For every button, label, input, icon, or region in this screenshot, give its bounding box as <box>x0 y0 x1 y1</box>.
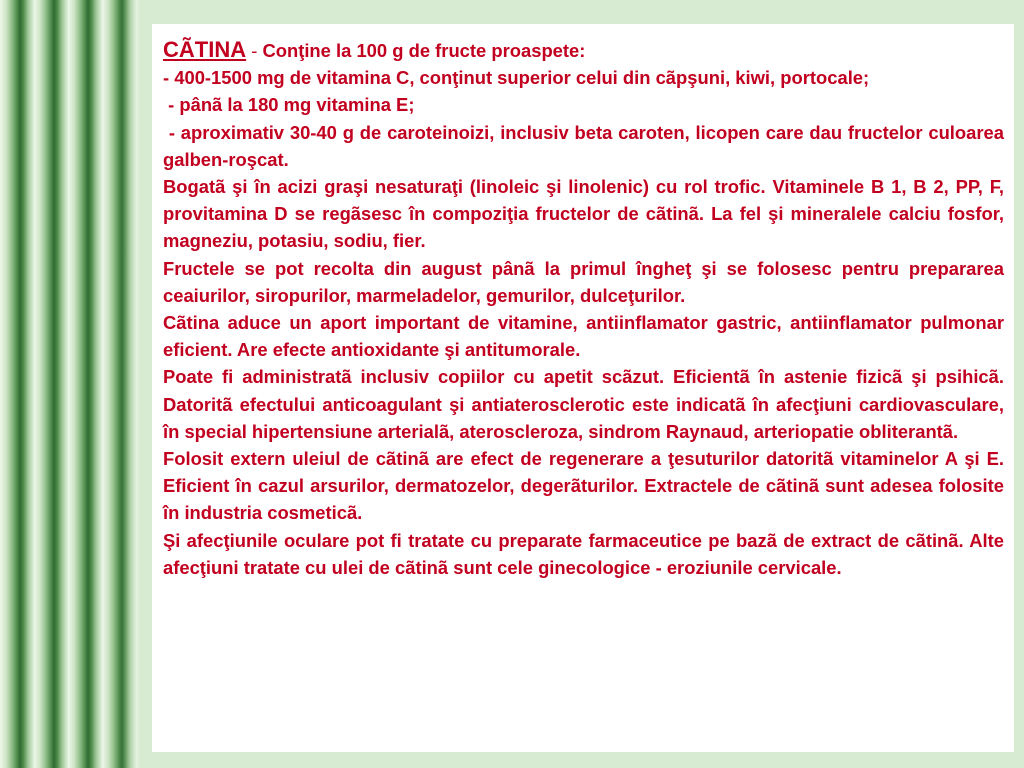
slide-text-panel <box>152 24 1014 752</box>
intro-text: Conţine la 100 g de fructe proaspete: <box>262 40 586 61</box>
paragraph: Folosit extern uleiul de cãtinã are efect de regenerare a ţesuturilor datoritã vitaminelor A şi E. Eficient în cazul arsurilor, dermatozelor, degerãturilor. Extractele de cãtinã sunt adesea folosite în industria cosmeticã. <box>163 448 1004 524</box>
paragraph: Poate fi administratã inclusiv copiilor cu apetit scãzut. Eficientã în astenie fizicã şi psihicã. Datoritã efectului anticoagulant şi antiaterosclerotic este indicatã în afecţiuni cardiovasculare, în special hipertensiune arterialã, ateroscleroza, sindrom Raynaud, arteriopatie obliterantã. <box>163 366 1004 442</box>
paragraph: Fructele se pot recolta din august pânã la primul îngheţ şi se folosesc pentru prepararea ceaiurilor, siropurilor, marmeladelor, gemurilor, dulceţurilor. <box>163 257 1004 306</box>
paragraph: Şi afecţiunile oculare pot fi tratate cu preparate farmaceutice pe bazã de extract de cãtinã. Alte afecţiuni tratate cu ulei de cãtinã sunt cele ginecologice - eroziunile cervicale. <box>163 529 1004 578</box>
paragraph: - 400-1500 mg de vitamina C, conţinut superior celui din cãpşuni, kiwi, portocale; <box>163 67 870 89</box>
title-separator: - <box>246 40 263 61</box>
paragraph: - aproximativ 30-40 g de caroteinoizi, inclusiv beta caroten, licopen care dau fructelor culoarea galben-roşcat. <box>163 121 1010 170</box>
heading-line <box>163 36 1004 64</box>
paragraph: Cãtina aduce un aport important de vitamine, antiinflamator gastric, antiinflamator pulmonar eficient. Are efecte antioxidante şi antitumorale. <box>163 312 1004 361</box>
slide-title: CÃTINA <box>163 37 247 62</box>
slide-content <box>163 36 1010 581</box>
paragraph: - pânã la 180 mg vitamina E; <box>163 94 415 116</box>
right-margin-band <box>1014 0 1024 768</box>
decorative-stripes <box>0 0 140 768</box>
paragraph: Bogatã şi în acizi graşi nesaturaţi (linoleic şi linolenic) cu rol trofic. Vitaminele B 1, B 2, PP, F, provitamina D se regãsesc în compoziţia fructelor de cãtinã. La fel şi mineralele calciu fosfor, magneziu, potasiu, sodiu, fier. <box>163 176 1004 252</box>
